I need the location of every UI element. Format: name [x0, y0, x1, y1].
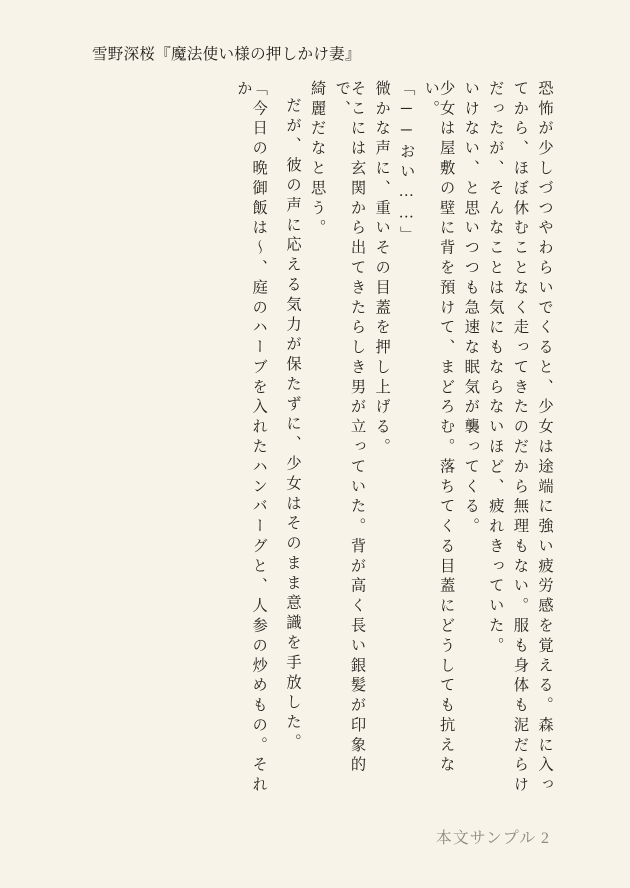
text-column: いけない、と思いつつも急速な眠気が襲ってくる。 — [462, 80, 480, 538]
text-column: てから、ほぼ休むことなく走ってきたのだから無理もない。服も身体も泥だらけ — [511, 80, 529, 797]
vertical-text-body — [78, 80, 552, 805]
text-column: だが、彼の声に応える気力が保たずに、少女はそのまま意識を手放した。 — [284, 97, 302, 754]
page-footer-label: 本文サンプル 2 — [435, 830, 550, 847]
page-title: 雪野深桜『魔法使い様の押しかけ妻』 — [92, 46, 361, 63]
text-column: 恐怖が少しづつやわらいでくると、少女は途端に強い疲労感を覚える。森に入っ — [536, 80, 553, 797]
text-column: 綺麗だなと思う。 — [308, 80, 326, 240]
text-column: だったが、そんなことは気にもならないほど、疲れきっていた。 — [486, 80, 504, 657]
text-column: 少女は屋敷の壁に背を預けて、まどろむ。落ちてくる目蓋にどうしても抗えない。 — [422, 80, 455, 777]
text-column: 「今日の晩御飯は〜、庭のハーブを入れたハンバーグと、人参の炒めもの。それか — [234, 80, 268, 797]
text-column: 微かな声に、重いその目蓋を押し上げる。 — [373, 80, 391, 458]
text-column: そこには玄関から出てきたらしき男が立っていた。背が高く長い銀髪が印象的で、 — [333, 80, 366, 777]
text-column: 「──おい……」 — [397, 80, 415, 246]
